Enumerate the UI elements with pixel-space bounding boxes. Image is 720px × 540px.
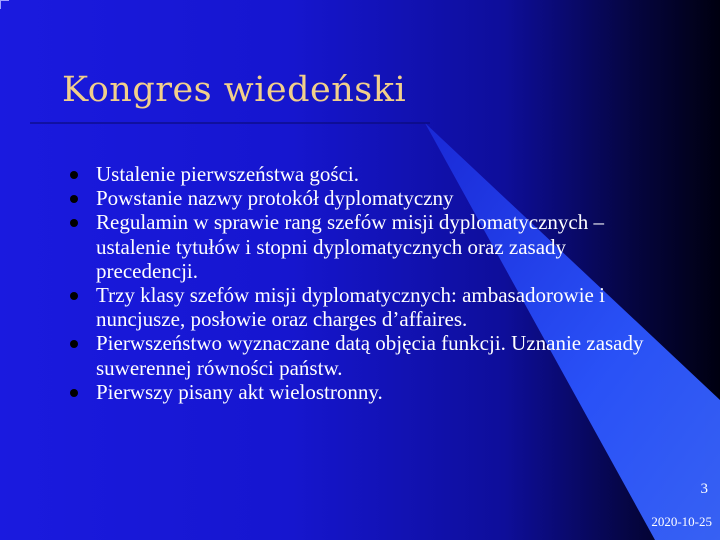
bullet-item	[70, 380, 650, 404]
bullet-text: Trzy klasy szefów misji dyplomatycznych: ambasadorowie i nuncjusze, posłowie oraz charges d’affaires.	[96, 283, 605, 332]
bullet-icon	[70, 389, 78, 397]
bullet-list	[70, 162, 650, 404]
bullet-icon	[70, 171, 78, 179]
bullet-icon	[70, 219, 78, 227]
bullet-text: Regulamin w sprawie rang szefów misji dyplomatycznych – ustalenie tytułów i stopni dyplomatycznych oraz zasady precedencji.	[96, 210, 604, 283]
bullet-icon	[70, 195, 78, 203]
bullet-item	[70, 283, 650, 331]
bullet-item	[70, 162, 650, 186]
bullet-text: Pierwszeństwo wyznaczane datą objęcia funkcji. Uznanie zasady suwerennej równości państw.	[96, 331, 644, 380]
bullet-text: Powstanie nazwy protokół dyplomatyczny	[96, 186, 454, 211]
slide-title: Kongres wiedeński	[62, 70, 407, 110]
bullet-text: Pierwszy pisany akt wielostronny.	[96, 379, 383, 404]
page-number: 3	[700, 481, 708, 497]
bullet-item	[70, 210, 650, 283]
bullet-item	[70, 186, 650, 210]
bullet-icon	[70, 340, 78, 348]
bullet-item	[70, 331, 650, 379]
slide-date: 2020-10-25	[651, 514, 712, 529]
bullet-icon	[70, 292, 78, 300]
bullet-text: Ustalenie pierwszeństwa gości.	[96, 162, 360, 186]
